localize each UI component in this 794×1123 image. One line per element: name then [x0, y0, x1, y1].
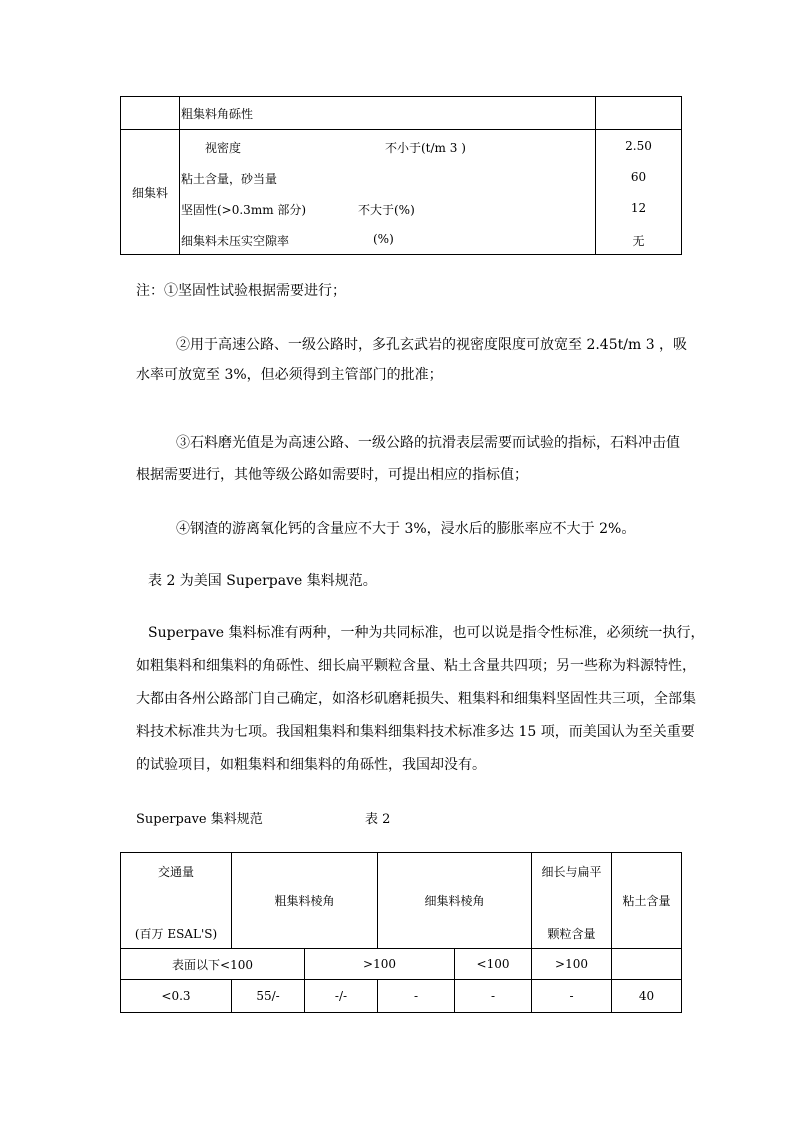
row-value: 60 [630, 170, 647, 184]
row-cond: (%) [373, 232, 394, 246]
table-cell: - [569, 989, 574, 1003]
paragraph-line: Superpave 集料标准有两种，一种为共同标准，也可以说是指令性标准，必须统一执行， [148, 625, 705, 641]
sub-header: <100 [476, 957, 510, 971]
table-2-title: Superpave 集料规范 [136, 812, 263, 827]
row-value: 12 [630, 201, 647, 215]
row-value: 无 [632, 234, 645, 248]
row-cond: 不大于(%) [358, 203, 415, 217]
header-clay-content: 粘土含量 [622, 894, 671, 908]
table-cell: -/- [334, 989, 348, 1003]
paragraph-line: 料技术标准共为七项。我国粗集料和集料细集料技术标准多达 15 项，而美国认为至关重要 [136, 724, 695, 740]
table-2-number: 表 2 [365, 812, 391, 827]
table-cell: - [490, 989, 496, 1003]
note-2-line-2: 水率可放宽至 3%，但必须得到主管部门的批准； [136, 367, 443, 383]
row-name: 细集料未压实空隙率 [181, 234, 290, 248]
header-traffic: 交通量 [157, 865, 194, 879]
note-3-line-2: 根据需要进行，其他等级公路如需要时，可提出相应的指标值； [136, 467, 528, 483]
row-name: 视密度 [205, 141, 242, 155]
row-value: 2.50 [625, 139, 652, 153]
header-flat-elongated: 细长与扁平 [541, 865, 602, 879]
table-cell: - [413, 989, 419, 1003]
paragraph-line: 大都由各州公路部门自己确定，如洛杉矶磨耗损失、粗集料和细集料坚固性共三项，全部集 [136, 691, 696, 707]
superpave-spec-table [120, 852, 681, 1012]
sub-header: 表面以下<100 [172, 957, 253, 972]
group-fine-aggregate: 细集料 [131, 185, 168, 200]
header-flat-elongated-2: 颗粒含量 [547, 927, 596, 941]
sub-header: >100 [363, 957, 396, 971]
header-coarse-angularity: 粗集料棱角 [274, 894, 335, 908]
header-fine-angularity: 细集料棱角 [424, 894, 485, 908]
table-cell: <0.3 [161, 989, 191, 1003]
note-1: 注：①坚固性试验根据需要进行； [136, 283, 346, 299]
table-cell: 55/- [256, 989, 280, 1003]
note-4: ④钢渣的游离氧化钙的含量应不大于 3%，浸水后的膨胀率应不大于 2%。 [176, 521, 636, 537]
header-traffic-unit: (百万 ESAL'S) [134, 927, 218, 941]
paragraph-line: 如粗集料和细集料的角砾性、细长扁平颗粒含量、粘土含量共四项；另一些称为料源特性， [136, 658, 696, 674]
intro-line: 表 2 为美国 Superpave 集料规范。 [148, 573, 377, 589]
row-name: 坚固性(>0.3mm 部分) [181, 203, 307, 217]
table-cell: 40 [638, 989, 655, 1003]
paragraph-line: 的试验项目，如粗集料和细集料的角砾性，我国却没有。 [136, 757, 486, 773]
note-2-line-1: ②用于高速公路、一级公路时，多孔玄武岩的视密度限度可放宽至 2.45t/m 3 ，吸 [176, 337, 688, 353]
note-3-line-1: ③石料磨光值是为高速公路、一级公路的抗滑表层需要而试验的指标，石料冲击值 [176, 435, 680, 451]
row-coarse-angularity: 粗集料角砾性 [181, 106, 254, 121]
row-name: 粘土含量，砂当量 [181, 172, 278, 186]
sub-header: >100 [555, 957, 589, 971]
spec-table-1 [120, 96, 681, 254]
row-cond: 不小于(t/m 3 ) [385, 141, 466, 155]
